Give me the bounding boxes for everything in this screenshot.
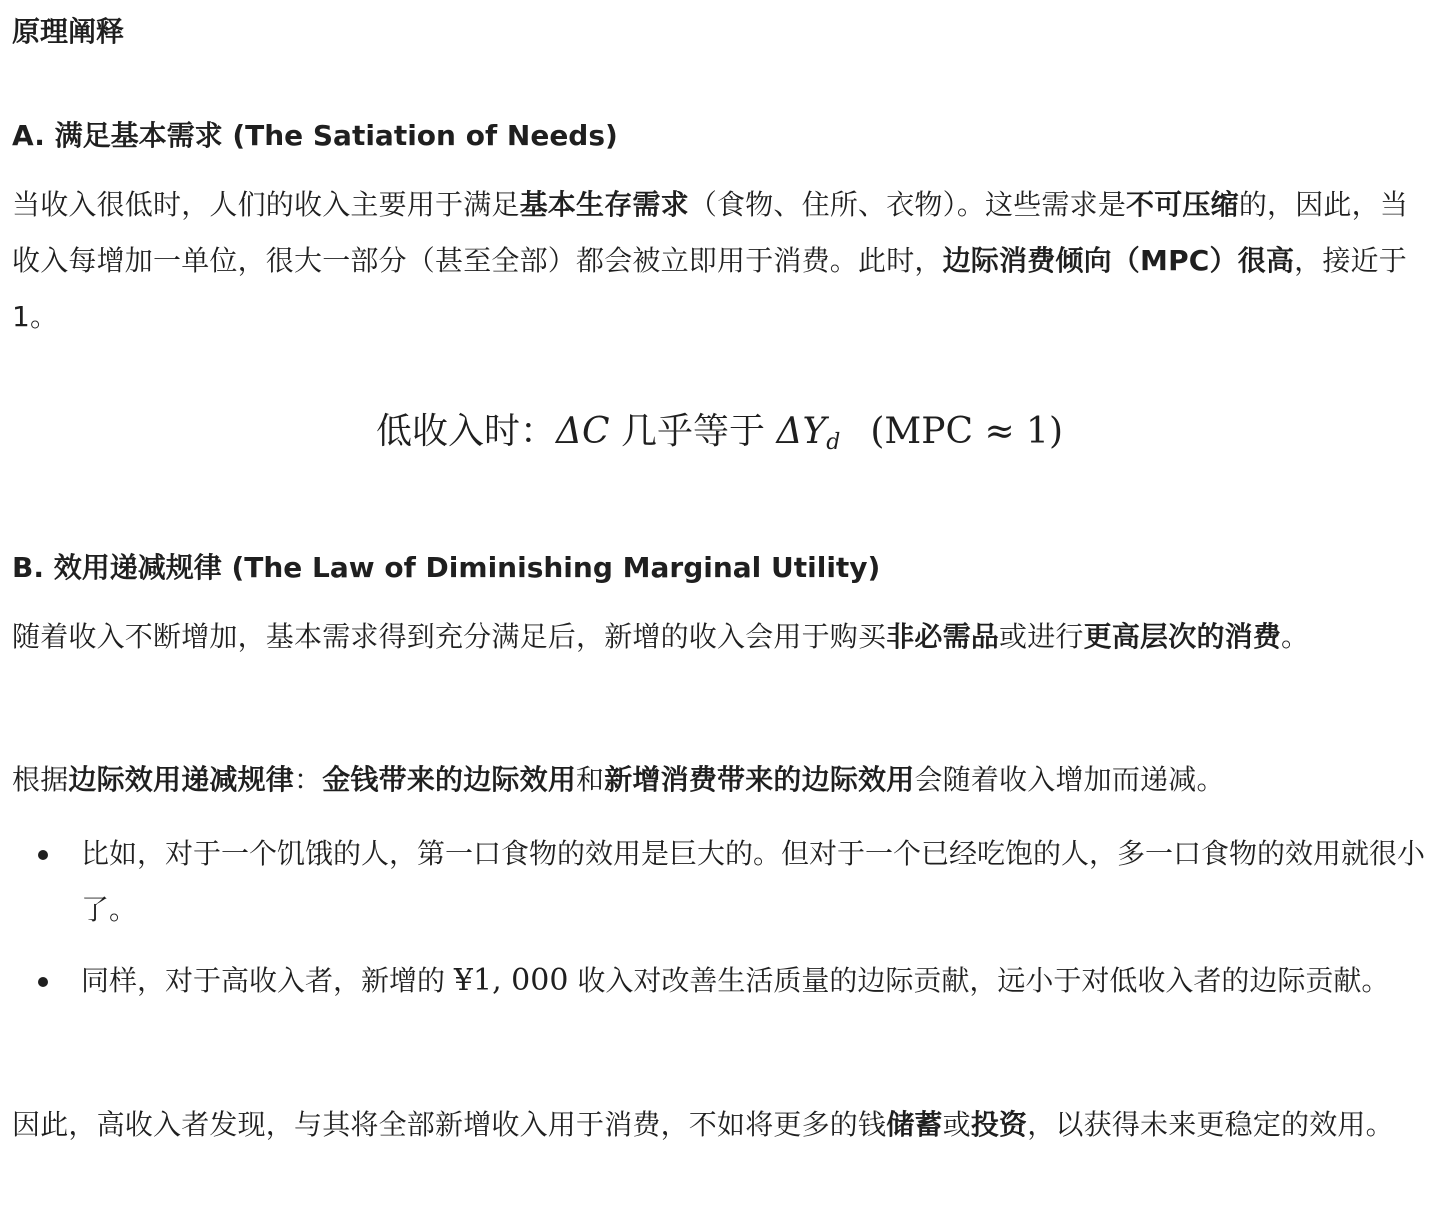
text-run: 根据	[12, 763, 69, 796]
bold-run: 边际消费倾向（MPC）很高	[942, 244, 1295, 277]
bold-run: 金钱带来的边际效用	[322, 763, 577, 796]
formula-delta-y: ΔY	[776, 411, 827, 452]
text-run: 或	[942, 1108, 971, 1141]
section-b-paragraph-3	[12, 1097, 1427, 1153]
formula-prefix: 低收入时：	[375, 411, 556, 452]
section-b-paragraph-2	[12, 752, 1427, 808]
formula-subscript: d	[826, 430, 841, 455]
bold-run: 新增消费带来的边际效用	[604, 763, 915, 796]
bold-run: 不可压缩	[1126, 188, 1239, 221]
text-run: ，接近于 1。	[12, 244, 1407, 333]
bullet-icon	[38, 850, 48, 860]
bold-run: 储蓄	[886, 1108, 943, 1141]
bold-run: 基本生存需求	[519, 188, 689, 221]
formula-middle: 几乎等于	[621, 411, 766, 452]
text-run: （食物、住所、衣物）。这些需求是	[688, 188, 1127, 221]
text-run: ：	[294, 763, 323, 796]
formula-suffix: (MPC ≈ 1)	[870, 411, 1064, 452]
text-run: 。	[1281, 620, 1310, 653]
formula-low-income	[12, 404, 1427, 471]
list-item-text	[81, 953, 1427, 1009]
bold-run: 更高层次的消费	[1083, 620, 1282, 653]
section-b-title: B. 效用递减规律 (The Law of Diminishing Marginal Utility)	[12, 551, 881, 584]
text-run: 随着收入不断增加，基本需求得到充分满足后，新增的收入会用于购买	[12, 620, 887, 653]
bullet-icon	[38, 977, 48, 987]
formula-delta-c: ΔC	[556, 411, 610, 452]
text-run: 的，因此，当收入每增加一单位，很大一部分（甚至全部）都会被立即用于消费。此时，	[12, 188, 1409, 277]
text-run: 和	[576, 763, 605, 796]
text-run: ，以获得未来更稳定的效用。	[1027, 1108, 1394, 1141]
bold-run: 边际效用递减规律	[68, 763, 295, 796]
list-item-text: 比如，对于一个饥饿的人，第一口食物的效用是巨大的。但对于一个已经吃饱的人，多一口食物的效用就很小了。	[81, 837, 1426, 926]
text-run: 收入对改善生活质量的边际贡献，远小于对低收入者的边际贡献。	[568, 964, 1390, 997]
text-run: 同样，对于高收入者，新增的	[81, 964, 454, 997]
bold-run: 投资	[970, 1108, 1028, 1141]
section-a-paragraph	[12, 177, 1427, 345]
text-run: 因此，高收入者发现，与其将全部新增收入用于消费，不如将更多的钱	[12, 1108, 887, 1141]
amount-value: ¥1, 000	[453, 963, 569, 998]
section-b-paragraph-1	[12, 609, 1427, 665]
text-run: 或进行	[999, 620, 1084, 653]
bold-run: 非必需品	[886, 620, 1000, 653]
text-run: 当收入很低时，人们的收入主要用于满足	[12, 188, 520, 221]
text-run: 会随着收入增加而递减。	[914, 763, 1225, 796]
section-a-title: A. 满足基本需求 (The Satiation of Needs)	[12, 119, 618, 152]
page-heading: 原理阐释	[12, 15, 125, 48]
